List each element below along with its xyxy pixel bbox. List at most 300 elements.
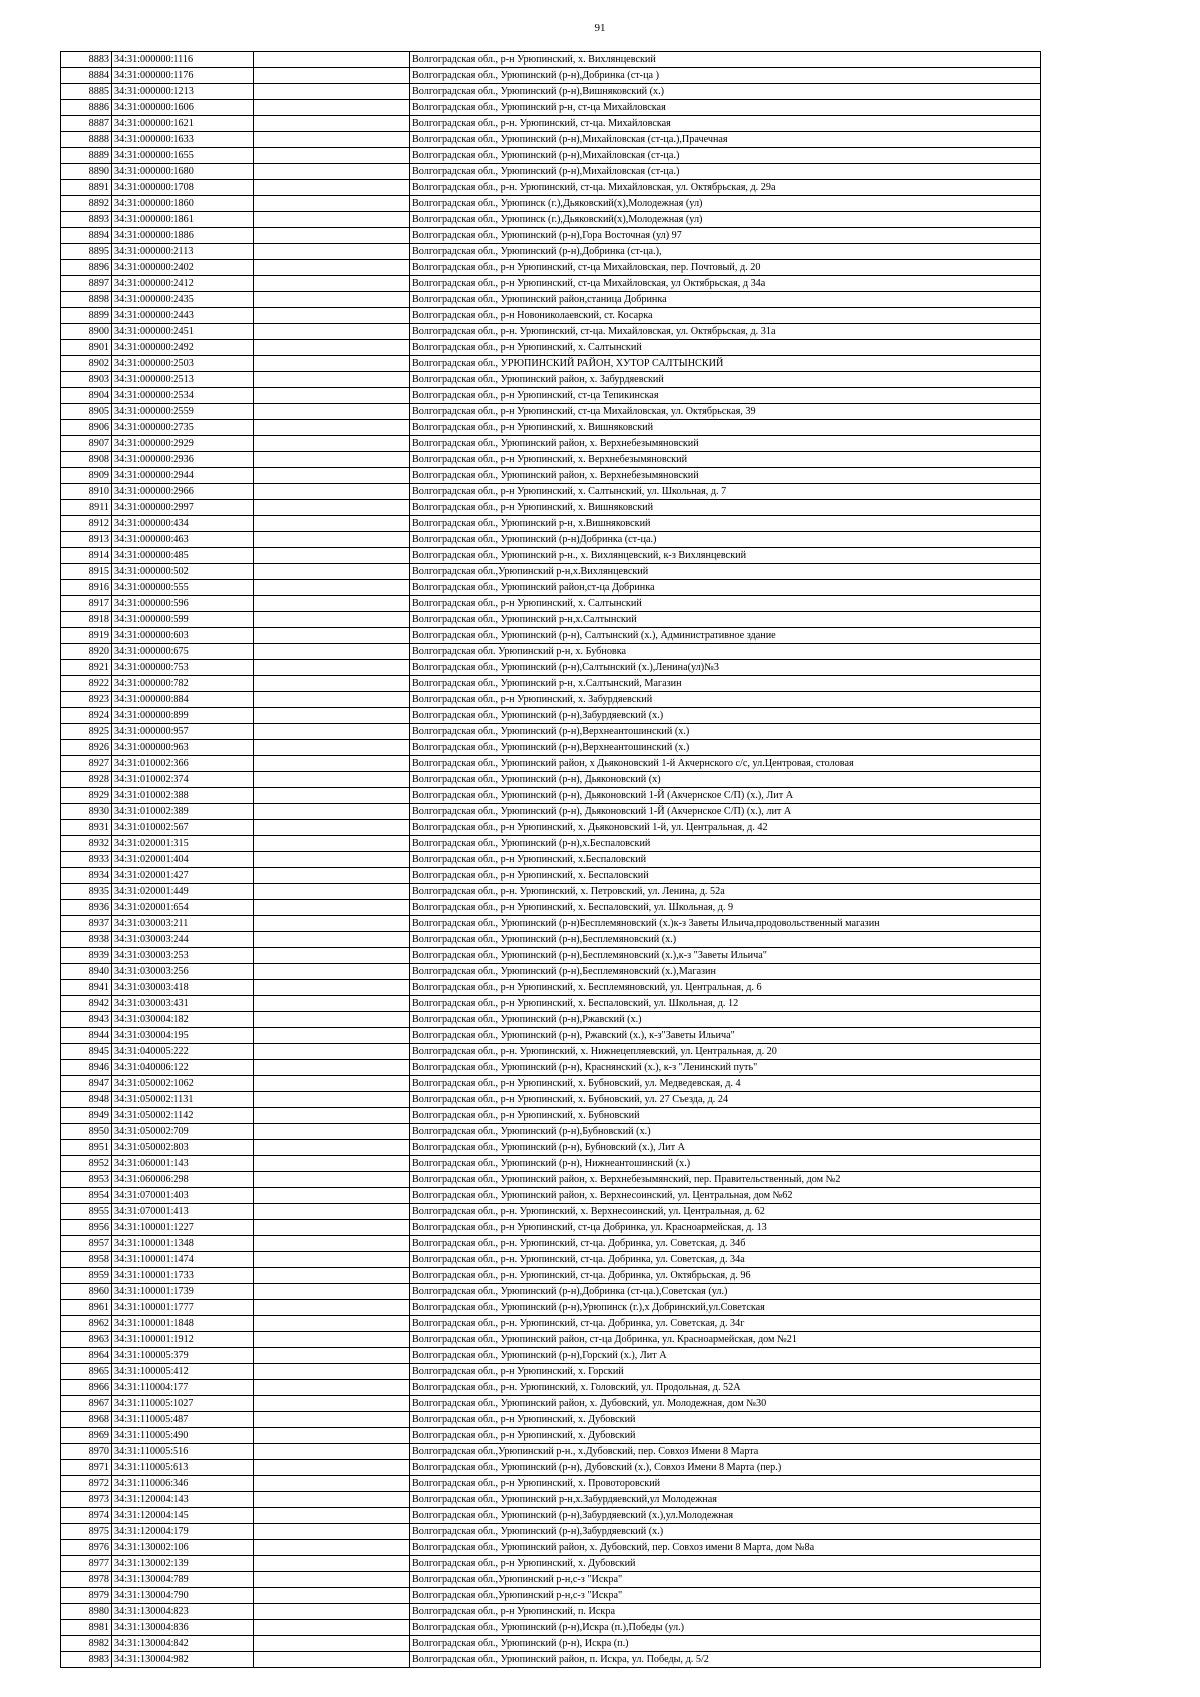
row-number-cell: 8969 [61, 1428, 112, 1444]
address-cell: Волгоградская обл., Урюпинский район, х. Верхнебезымянский, пер. Правительственный, дом №2 [410, 1172, 1041, 1188]
empty-cell [254, 148, 410, 164]
table-row [61, 1412, 1041, 1428]
cadastral-number-cell: 34:31:010002:388 [112, 788, 254, 804]
empty-cell [254, 1284, 410, 1300]
table-row [61, 852, 1041, 868]
address-cell: Волгоградская обл., Урюпинский (р-н),Михайловская (ст-ца.) [410, 148, 1041, 164]
empty-cell [254, 980, 410, 996]
cadastral-number-cell: 34:31:100001:1227 [112, 1220, 254, 1236]
empty-cell [254, 820, 410, 836]
empty-cell [254, 212, 410, 228]
address-cell: Волгоградская обл., Урюпинский (р-н),Ржавский (х.) [410, 1012, 1041, 1028]
empty-cell [254, 1444, 410, 1460]
cadastral-number-cell: 34:31:040006:122 [112, 1060, 254, 1076]
row-number-cell: 8955 [61, 1204, 112, 1220]
cadastral-number-cell: 34:31:100001:1739 [112, 1284, 254, 1300]
address-cell: Волгоградская обл., р-н Урюпинский, ст-ца Михайловская, пер. Почтовый, д. 20 [410, 260, 1041, 276]
address-cell: Волгоградская обл., р-н Урюпинский, х. Вишняковский [410, 420, 1041, 436]
table-row [61, 628, 1041, 644]
address-cell: Волгоградская обл., Урюпинский (р-н),Урюпинск (г.),х Добринский,ул.Советская [410, 1300, 1041, 1316]
row-number-cell: 8906 [61, 420, 112, 436]
table-row [61, 372, 1041, 388]
cadastral-number-cell: 34:31:000000:1655 [112, 148, 254, 164]
empty-cell [254, 1428, 410, 1444]
empty-cell [254, 692, 410, 708]
empty-cell [254, 1124, 410, 1140]
table-row [61, 1236, 1041, 1252]
address-cell: Волгоградская обл., р-н. Урюпинский, ст-ца. Добринка, ул. Советская, д. 34а [410, 1252, 1041, 1268]
table-row [61, 1108, 1041, 1124]
row-number-cell: 8918 [61, 612, 112, 628]
cadastral-number-cell: 34:31:030004:182 [112, 1012, 254, 1028]
table-row [61, 388, 1041, 404]
row-number-cell: 8983 [61, 1652, 112, 1668]
empty-cell [254, 484, 410, 500]
empty-cell [254, 500, 410, 516]
empty-cell [254, 308, 410, 324]
address-cell: Волгоградская обл., Урюпинский (р-н), Искра (п.) [410, 1636, 1041, 1652]
row-number-cell: 8941 [61, 980, 112, 996]
empty-cell [254, 1236, 410, 1252]
empty-cell [254, 996, 410, 1012]
table-row [61, 340, 1041, 356]
address-cell: Волгоградская обл., Урюпинский (р-н), Дубовский (х.), Совхоз Имени 8 Марта (пер.) [410, 1460, 1041, 1476]
row-number-cell: 8982 [61, 1636, 112, 1652]
row-number-cell: 8957 [61, 1236, 112, 1252]
empty-cell [254, 836, 410, 852]
empty-cell [254, 772, 410, 788]
row-number-cell: 8968 [61, 1412, 112, 1428]
row-number-cell: 8961 [61, 1300, 112, 1316]
address-cell: Волгоградская обл., р-н. Урюпинский, х. Нижнецепляевский, ул. Центральная, д. 20 [410, 1044, 1041, 1060]
address-cell: Волгоградская обл., Урюпинский (р-н),Вишняковский (х.) [410, 84, 1041, 100]
empty-cell [254, 884, 410, 900]
table-row [61, 580, 1041, 596]
page-number: 91 [594, 22, 606, 34]
empty-cell [254, 580, 410, 596]
table-row [61, 1012, 1041, 1028]
empty-cell [254, 1060, 410, 1076]
address-cell: Волгоградская обл., Урюпинский район, ст-ца Добринка, ул. Красноармейская, дом №21 [410, 1332, 1041, 1348]
address-cell: Волгоградская обл., р-н Урюпинский, х.Беспаловский [410, 852, 1041, 868]
row-number-cell: 8905 [61, 404, 112, 420]
table-row [61, 1348, 1041, 1364]
address-cell: Волгоградская обл., р-н Урюпинский, ст-ца Добринка, ул. Красноармейская, д. 13 [410, 1220, 1041, 1236]
address-cell: Волгоградская обл., Урюпинский район,станица Добринка [410, 292, 1041, 308]
address-cell: Волгоградская обл., р-н Урюпинский, х. Дубовский [410, 1428, 1041, 1444]
cadastral-number-cell: 34:31:110005:613 [112, 1460, 254, 1476]
cadastral-number-cell: 34:31:000000:603 [112, 628, 254, 644]
empty-cell [254, 1140, 410, 1156]
table-row [61, 1028, 1041, 1044]
address-cell: Волгоградская обл., р-н. Урюпинский, ст-ца. Добринка, ул. Советская, д. 34б [410, 1236, 1041, 1252]
address-cell: Волгоградская обл., р-н Новониколаевский, ст. Косарка [410, 308, 1041, 324]
empty-cell [254, 532, 410, 548]
row-number-cell: 8912 [61, 516, 112, 532]
address-cell: Волгоградская обл., Урюпинский (р-н), Бубновский (х.), Лит А [410, 1140, 1041, 1156]
row-number-cell: 8965 [61, 1364, 112, 1380]
address-cell: Волгоградская обл., Урюпинский (р-н),Бесплемяновский (х.),Магазин [410, 964, 1041, 980]
empty-cell [254, 1412, 410, 1428]
row-number-cell: 8898 [61, 292, 112, 308]
row-number-cell: 8952 [61, 1156, 112, 1172]
row-number-cell: 8899 [61, 308, 112, 324]
empty-cell [254, 724, 410, 740]
empty-cell [254, 1652, 410, 1668]
table-row [61, 1220, 1041, 1236]
row-number-cell: 8920 [61, 644, 112, 660]
address-cell: Волгоградская обл., Урюпинский район, п. Искра, ул. Победы, д. 5/2 [410, 1652, 1041, 1668]
row-number-cell: 8946 [61, 1060, 112, 1076]
cadastral-number-cell: 34:31:030003:253 [112, 948, 254, 964]
cadastral-number-cell: 34:31:120004:179 [112, 1524, 254, 1540]
row-number-cell: 8948 [61, 1092, 112, 1108]
row-number-cell: 8937 [61, 916, 112, 932]
row-number-cell: 8889 [61, 148, 112, 164]
cadastral-number-cell: 34:31:110005:487 [112, 1412, 254, 1428]
empty-cell [254, 1316, 410, 1332]
table-row [61, 1428, 1041, 1444]
row-number-cell: 8914 [61, 548, 112, 564]
cadastral-number-cell: 34:31:000000:434 [112, 516, 254, 532]
empty-cell [254, 1188, 410, 1204]
row-number-cell: 8916 [61, 580, 112, 596]
table-row [61, 1092, 1041, 1108]
empty-cell [254, 1492, 410, 1508]
address-cell: Волгоградская обл., р-н Урюпинский, х. Вихлянцевский [410, 52, 1041, 68]
empty-cell [254, 1364, 410, 1380]
address-cell: Волгоградская обл., р-н Урюпинский, х. Вишняковский [410, 500, 1041, 516]
row-number-cell: 8942 [61, 996, 112, 1012]
empty-cell [254, 1028, 410, 1044]
address-cell: Волгоградская обл., р-н Урюпинский, ст-ца Михайловская, ул. Октябрьская, 39 [410, 404, 1041, 420]
address-cell: Волгоградская обл., Урюпинский (р-н),Верхнеантошинский (х.) [410, 740, 1041, 756]
address-cell: Волгоградская обл., Урюпинский район, х. Верхнебезымяновский [410, 468, 1041, 484]
cadastral-number-cell: 34:31:030003:431 [112, 996, 254, 1012]
address-cell: Волгоградская обл., Урюпинск (г.),Дьяковский(х),Молодежная (ул) [410, 196, 1041, 212]
table-row [61, 756, 1041, 772]
cadastral-number-cell: 34:31:000000:1633 [112, 132, 254, 148]
row-number-cell: 8924 [61, 708, 112, 724]
empty-cell [254, 132, 410, 148]
table-row [61, 420, 1041, 436]
table-row [61, 452, 1041, 468]
cadastral-number-cell: 34:31:000000:1860 [112, 196, 254, 212]
table-row [61, 868, 1041, 884]
table-row [61, 708, 1041, 724]
address-cell: Волгоградская обл., р-н. Урюпинский, ст-ца. Михайловская, ул. Октябрьская, д. 29а [410, 180, 1041, 196]
empty-cell [254, 1092, 410, 1108]
empty-cell [254, 340, 410, 356]
empty-cell [254, 100, 410, 116]
table-row [61, 596, 1041, 612]
table-row [61, 1300, 1041, 1316]
address-cell: Волгоградская обл., Урюпинский (р-н),Горский (х.), Лит А [410, 1348, 1041, 1364]
cadastral-number-cell: 34:31:100001:1474 [112, 1252, 254, 1268]
cadastral-number-cell: 34:31:100005:379 [112, 1348, 254, 1364]
cadastral-number-cell: 34:31:000000:1176 [112, 68, 254, 84]
table-row [61, 1380, 1041, 1396]
row-number-cell: 8950 [61, 1124, 112, 1140]
cadastral-number-cell: 34:31:130004:789 [112, 1572, 254, 1588]
register-table-body [61, 52, 1041, 1668]
empty-cell [254, 1076, 410, 1092]
table-row [61, 292, 1041, 308]
table-row [61, 836, 1041, 852]
address-cell: Волгоградская обл., р-н. Урюпинский, ст-ца. Добринка, ул. Октябрьская, д. 96 [410, 1268, 1041, 1284]
address-cell: Волгоградская обл., р-н Урюпинский, х. Беспаловский [410, 868, 1041, 884]
table-row [61, 68, 1041, 84]
table-row [61, 1556, 1041, 1572]
cadastral-number-cell: 34:31:000000:1861 [112, 212, 254, 228]
cadastral-number-cell: 34:31:050002:709 [112, 1124, 254, 1140]
address-cell: Волгоградская обл., Урюпинский (р-н), Дьяконовский (х) [410, 772, 1041, 788]
address-cell: Волгоградская обл., р-н Урюпинский, х. Бубновский [410, 1108, 1041, 1124]
row-number-cell: 8970 [61, 1444, 112, 1460]
address-cell: Волгоградская обл., Урюпинский (р-н),Михайловская (ст-ца.),Прачечная [410, 132, 1041, 148]
cadastral-number-cell: 34:31:000000:485 [112, 548, 254, 564]
address-cell: Волгоградская обл., Урюпинский р-н,х.Забурдяевский,ул Молодежная [410, 1492, 1041, 1508]
cadastral-number-cell: 34:31:000000:2113 [112, 244, 254, 260]
table-row [61, 1172, 1041, 1188]
cadastral-number-cell: 34:31:000000:2735 [112, 420, 254, 436]
table-row [61, 644, 1041, 660]
address-cell: Волгоградская обл., Урюпинский район,ст-ца Добринка [410, 580, 1041, 596]
table-row [61, 1444, 1041, 1460]
empty-cell [254, 1604, 410, 1620]
empty-cell [254, 1252, 410, 1268]
empty-cell [254, 420, 410, 436]
row-number-cell: 8945 [61, 1044, 112, 1060]
table-row [61, 180, 1041, 196]
row-number-cell: 8947 [61, 1076, 112, 1092]
table-row [61, 1636, 1041, 1652]
row-number-cell: 8933 [61, 852, 112, 868]
address-cell: Волгоградская обл., Урюпинский (р-н),Салтынский (х.),Ленина(ул)№3 [410, 660, 1041, 676]
table-row [61, 500, 1041, 516]
row-number-cell: 8915 [61, 564, 112, 580]
address-cell: Волгоградская обл., Урюпинский район, х Дьяконовский 1-й Акчернского с/с, ул.Центровая, столовая [410, 756, 1041, 772]
empty-cell [254, 1524, 410, 1540]
address-cell: Волгоградская обл., р-н Урюпинский, х. Салтынский, ул. Школьная, д. 7 [410, 484, 1041, 500]
row-number-cell: 8967 [61, 1396, 112, 1412]
row-number-cell: 8932 [61, 836, 112, 852]
empty-cell [254, 1108, 410, 1124]
row-number-cell: 8893 [61, 212, 112, 228]
address-cell: Волгоградская обл., Урюпинский (р-н),х.Беспаловский [410, 836, 1041, 852]
row-number-cell: 8926 [61, 740, 112, 756]
table-row [61, 1268, 1041, 1284]
address-cell: Волгоградская обл., Урюпинский (р-н), Салтынский (х.), Административное здание [410, 628, 1041, 644]
cadastral-number-cell: 34:31:100005:412 [112, 1364, 254, 1380]
empty-cell [254, 292, 410, 308]
row-number-cell: 8980 [61, 1604, 112, 1620]
address-cell: Волгоградская обл., р-н Урюпинский, п. Искра [410, 1604, 1041, 1620]
cadastral-number-cell: 34:31:010002:389 [112, 804, 254, 820]
empty-cell [254, 1508, 410, 1524]
address-cell: Волгоградская обл., р-н Урюпинский, х. Салтынский [410, 340, 1041, 356]
row-number-cell: 8923 [61, 692, 112, 708]
table-row [61, 516, 1041, 532]
cadastral-number-cell: 34:31:050002:803 [112, 1140, 254, 1156]
row-number-cell: 8925 [61, 724, 112, 740]
table-row [61, 1204, 1041, 1220]
row-number-cell: 8902 [61, 356, 112, 372]
row-number-cell: 8976 [61, 1540, 112, 1556]
empty-cell [254, 436, 410, 452]
table-row [61, 1492, 1041, 1508]
address-cell: Волгоградская обл., Урюпинский район, х. Верхнебезымяновский [410, 436, 1041, 452]
row-number-cell: 8960 [61, 1284, 112, 1300]
empty-cell [254, 708, 410, 724]
empty-cell [254, 372, 410, 388]
address-cell: Волгоградская обл., р-н. Урюпинский, х. Верхнесоинский, ул. Центральная, д. 62 [410, 1204, 1041, 1220]
table-row [61, 1508, 1041, 1524]
address-cell: Волгоградская обл., р-н Урюпинский, х. Забурдяевский [410, 692, 1041, 708]
table-row [61, 724, 1041, 740]
cadastral-number-cell: 34:31:000000:2402 [112, 260, 254, 276]
empty-cell [254, 180, 410, 196]
table-row [61, 932, 1041, 948]
table-row [61, 436, 1041, 452]
row-number-cell: 8930 [61, 804, 112, 820]
address-cell: Волгоградская обл., Урюпинский (р-н)Бесплемяновский (х.)к-з Заветы Ильича,продовольственный магазин [410, 916, 1041, 932]
table-row [61, 916, 1041, 932]
row-number-cell: 8953 [61, 1172, 112, 1188]
cadastral-number-cell: 34:31:040005:222 [112, 1044, 254, 1060]
empty-cell [254, 324, 410, 340]
table-row [61, 948, 1041, 964]
address-cell: Волгоградская обл., Урюпинский (р-н), Ржавский (х.), к-з"Заветы Ильича" [410, 1028, 1041, 1044]
row-number-cell: 8901 [61, 340, 112, 356]
row-number-cell: 8913 [61, 532, 112, 548]
empty-cell [254, 1636, 410, 1652]
row-number-cell: 8883 [61, 52, 112, 68]
cadastral-number-cell: 34:31:000000:2451 [112, 324, 254, 340]
address-cell: Волгоградская обл., р-н Урюпинский, х. Верхнебезымяновский [410, 452, 1041, 468]
cadastral-number-cell: 34:31:000000:1621 [112, 116, 254, 132]
cadastral-number-cell: 34:31:130004:842 [112, 1636, 254, 1652]
table-row [61, 692, 1041, 708]
table-row [61, 1140, 1041, 1156]
empty-cell [254, 164, 410, 180]
row-number-cell: 8892 [61, 196, 112, 212]
cadastral-number-cell: 34:31:130002:139 [112, 1556, 254, 1572]
table-row [61, 484, 1041, 500]
empty-cell [254, 1220, 410, 1236]
row-number-cell: 8888 [61, 132, 112, 148]
table-row [61, 740, 1041, 756]
empty-cell [254, 756, 410, 772]
table-row [61, 1188, 1041, 1204]
empty-cell [254, 68, 410, 84]
row-number-cell: 8928 [61, 772, 112, 788]
empty-cell [254, 116, 410, 132]
cadastral-number-cell: 34:31:000000:1886 [112, 228, 254, 244]
row-number-cell: 8900 [61, 324, 112, 340]
row-number-cell: 8944 [61, 1028, 112, 1044]
row-number-cell: 8919 [61, 628, 112, 644]
empty-cell [254, 964, 410, 980]
cadastral-number-cell: 34:31:110005:516 [112, 1444, 254, 1460]
row-number-cell: 8907 [61, 436, 112, 452]
cadastral-number-cell: 34:31:000000:2997 [112, 500, 254, 516]
cadastral-number-cell: 34:31:100001:1733 [112, 1268, 254, 1284]
row-number-cell: 8921 [61, 660, 112, 676]
address-cell: Волгоградская обл., р-н Урюпинский, х. Дьяконовский 1-й, ул. Центральная, д. 42 [410, 820, 1041, 836]
cadastral-number-cell: 34:31:000000:2559 [112, 404, 254, 420]
row-number-cell: 8954 [61, 1188, 112, 1204]
row-number-cell: 8956 [61, 1220, 112, 1236]
cadastral-number-cell: 34:31:060006:298 [112, 1172, 254, 1188]
cadastral-number-cell: 34:31:110006:346 [112, 1476, 254, 1492]
address-cell: Волгоградская обл., Урюпинский (р-н),Верхнеантошинский (х.) [410, 724, 1041, 740]
address-cell: Волгоградская обл., р-н. Урюпинский, ст-ца. Добринка, ул. Советская, д. 34г [410, 1316, 1041, 1332]
address-cell: Волгоградская обл. Урюпинский р-н, х. Бубновка [410, 644, 1041, 660]
row-number-cell: 8963 [61, 1332, 112, 1348]
cadastral-number-cell: 34:31:010002:567 [112, 820, 254, 836]
cadastral-number-cell: 34:31:020001:315 [112, 836, 254, 852]
cadastral-number-cell: 34:31:120004:145 [112, 1508, 254, 1524]
row-number-cell: 8903 [61, 372, 112, 388]
cadastral-number-cell: 34:31:060001:143 [112, 1156, 254, 1172]
empty-cell [254, 468, 410, 484]
cadastral-number-cell: 34:31:000000:599 [112, 612, 254, 628]
address-cell: Волгоградская обл., Урюпинский (р-н), Краснянский (х.), к-з "Ленинский путь" [410, 1060, 1041, 1076]
row-number-cell: 8897 [61, 276, 112, 292]
address-cell: Волгоградская обл., Урюпинск (г.),Дьяковский(х),Молодежная (ул) [410, 212, 1041, 228]
cadastral-number-cell: 34:31:050002:1142 [112, 1108, 254, 1124]
table-row [61, 468, 1041, 484]
row-number-cell: 8962 [61, 1316, 112, 1332]
cadastral-number-cell: 34:31:000000:957 [112, 724, 254, 740]
address-cell: Волгоградская обл., р-н Урюпинский, ст-ца Михайловская, ул Октябрьская, д 34а [410, 276, 1041, 292]
table-row [61, 100, 1041, 116]
table-row [61, 1156, 1041, 1172]
empty-cell [254, 1588, 410, 1604]
row-number-cell: 8927 [61, 756, 112, 772]
row-number-cell: 8929 [61, 788, 112, 804]
address-cell: Волгоградская обл., р-н Урюпинский, ст-ца Тепикинская [410, 388, 1041, 404]
row-number-cell: 8904 [61, 388, 112, 404]
cadastral-number-cell: 34:31:020001:404 [112, 852, 254, 868]
cadastral-number-cell: 34:31:030003:256 [112, 964, 254, 980]
table-row [61, 356, 1041, 372]
empty-cell [254, 644, 410, 660]
table-row [61, 116, 1041, 132]
cadastral-number-cell: 34:31:000000:899 [112, 708, 254, 724]
cadastral-number-cell: 34:31:000000:2944 [112, 468, 254, 484]
table-row [61, 1044, 1041, 1060]
table-row [61, 1588, 1041, 1604]
empty-cell [254, 740, 410, 756]
cadastral-number-cell: 34:31:000000:502 [112, 564, 254, 580]
address-cell: Волгоградская обл., Урюпинский (р-н),Добринка (ст-ца.),Советская (ул.) [410, 1284, 1041, 1300]
address-cell: Волгоградская обл., Урюпинский р-н, х.Салтынский, Магазин [410, 676, 1041, 692]
empty-cell [254, 804, 410, 820]
table-row [61, 196, 1041, 212]
row-number-cell: 8922 [61, 676, 112, 692]
row-number-cell: 8886 [61, 100, 112, 116]
address-cell: Волгоградская обл., Урюпинский (р-н),Забурдяевский (х.) [410, 1524, 1041, 1540]
empty-cell [254, 1380, 410, 1396]
empty-cell [254, 1204, 410, 1220]
row-number-cell: 8887 [61, 116, 112, 132]
table-row [61, 324, 1041, 340]
address-cell: Волгоградская обл., УРЮПИНСКИЙ РАЙОН, ХУТОР САЛТЫНСКИЙ [410, 356, 1041, 372]
cadastral-number-cell: 34:31:000000:1708 [112, 180, 254, 196]
address-cell: Волгоградская обл., р-н Урюпинский, х. Горский [410, 1364, 1041, 1380]
